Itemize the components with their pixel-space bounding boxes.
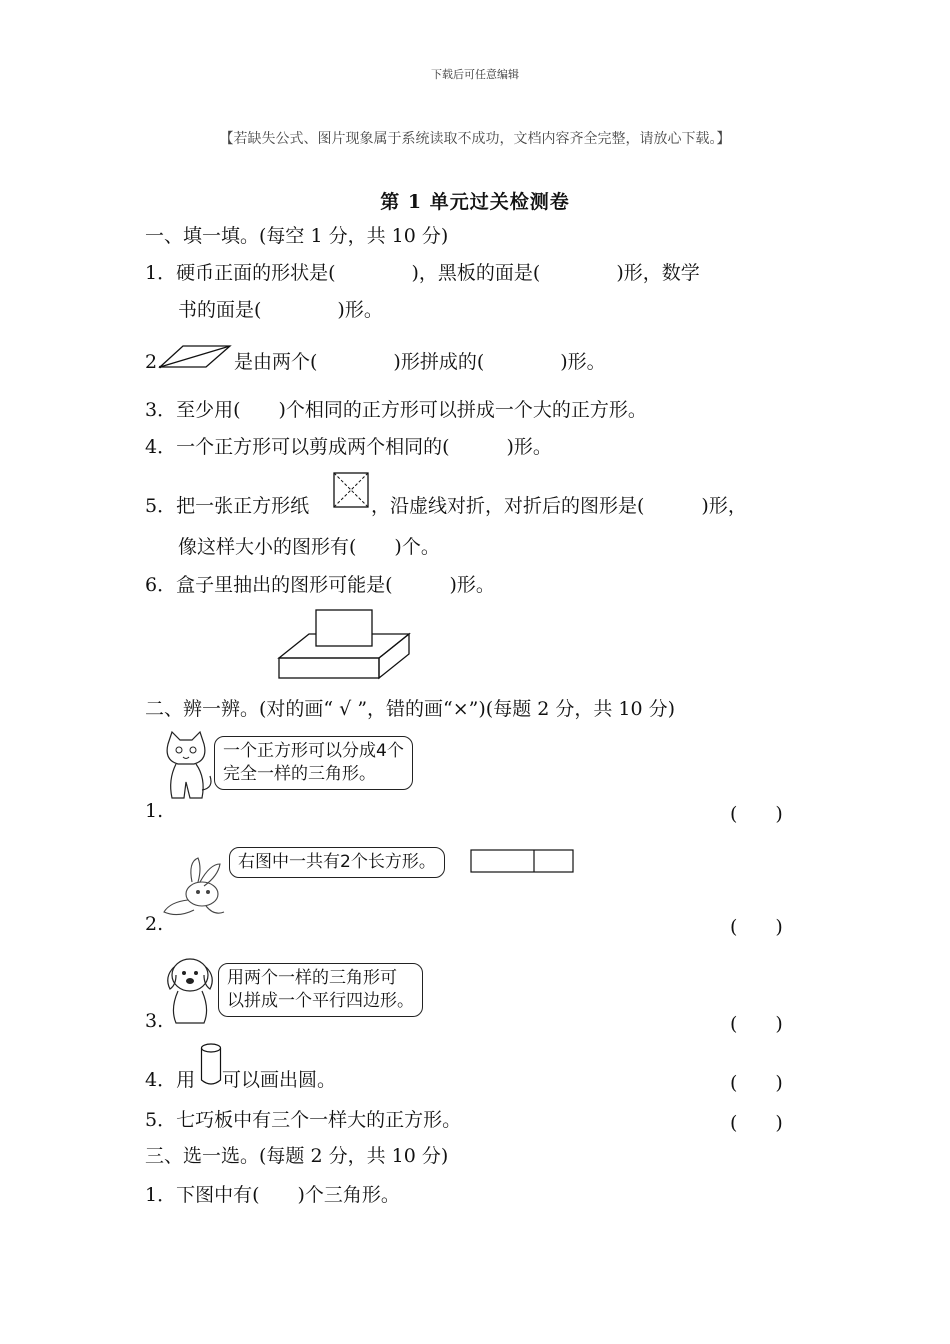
answer-blank-3[interactable]: ( ) [730, 1013, 783, 1035]
item-1-number: 1. [145, 800, 164, 822]
question-1-line1: 1．硬币正面的形状是( )，黑板的面是( )形，数学 [145, 262, 700, 284]
parallelogram-figure-icon [159, 345, 231, 369]
statement-3-line2: 以拼成一个平行四边形。 [227, 991, 414, 1011]
question-5-prefix: 5．把一张正方形纸 [145, 495, 310, 517]
two-rectangles-figure-icon [470, 849, 574, 873]
section3-question-1: 1．下图中有( )个三角形。 [145, 1184, 400, 1206]
question-2-number: 2. [145, 351, 164, 373]
statement-2-line1: 右图中一共有2个长方形。 [238, 852, 436, 872]
statement-bubble-2 [229, 847, 445, 878]
question-5-suffix: ，沿虚线对折，对折后的图形是( )形， [371, 495, 747, 517]
question-3: 3．至少用( )个相同的正方形可以拼成一个大的正方形。 [145, 399, 647, 421]
section3-heading: 三、选一选。(每题 2 分，共 10 分) [145, 1145, 449, 1167]
item-4-text: 可以画出圆。 [222, 1069, 337, 1091]
section2-heading: 二、辨一辨。(对的画“ √ ”，错的画“×”)(每题 2 分，共 10 分) [145, 698, 676, 720]
download-notice: 【若缺失公式、图片现象属于系统读取不成功，文档内容齐全完整，请放心下载。】 [219, 131, 731, 147]
dog-cartoon-icon [162, 955, 218, 1027]
box-with-block-icon [278, 608, 412, 680]
item-2-number: 2. [145, 913, 164, 935]
statement-3-line1: 用两个一样的三角形可 [227, 968, 397, 988]
answer-blank-4[interactable]: ( ) [730, 1072, 783, 1094]
statement-1-line1: 一个正方形可以分成4个 [223, 741, 404, 761]
rabbit-cartoon-icon [158, 856, 230, 918]
answer-blank-2[interactable]: ( ) [730, 916, 783, 938]
question-1-line2: 书的面是( )形。 [178, 299, 383, 321]
page-title: 第 1 单元过关检测卷 [380, 191, 570, 213]
folded-square-icon [333, 472, 369, 508]
statement-1-line2: 完全一样的三角形。 [223, 764, 376, 784]
item-4-number: 4．用 [145, 1069, 196, 1091]
header-note: 下载后可任意编辑 [431, 68, 519, 81]
answer-blank-5[interactable]: ( ) [730, 1112, 783, 1134]
question-4: 4．一个正方形可以剪成两个相同的( )形。 [145, 436, 552, 458]
question-5-line2: 像这样大小的图形有( )个。 [178, 536, 440, 558]
answer-blank-1[interactable]: ( ) [730, 803, 783, 825]
section1-heading: 一、填一填。(每空 1 分，共 10 分) [145, 225, 449, 247]
question-2-text: 是由两个( )形拼成的( )形。 [234, 351, 606, 373]
statement-bubble-3 [218, 963, 423, 1017]
cat-cartoon-icon [158, 730, 214, 802]
item-3-number: 3. [145, 1010, 164, 1032]
item-5-text: 5．七巧板中有三个一样大的正方形。 [145, 1109, 462, 1131]
cylinder-icon [200, 1043, 222, 1085]
statement-bubble-1 [214, 736, 413, 790]
question-6: 6．盒子里抽出的图形可能是( )形。 [145, 574, 495, 596]
